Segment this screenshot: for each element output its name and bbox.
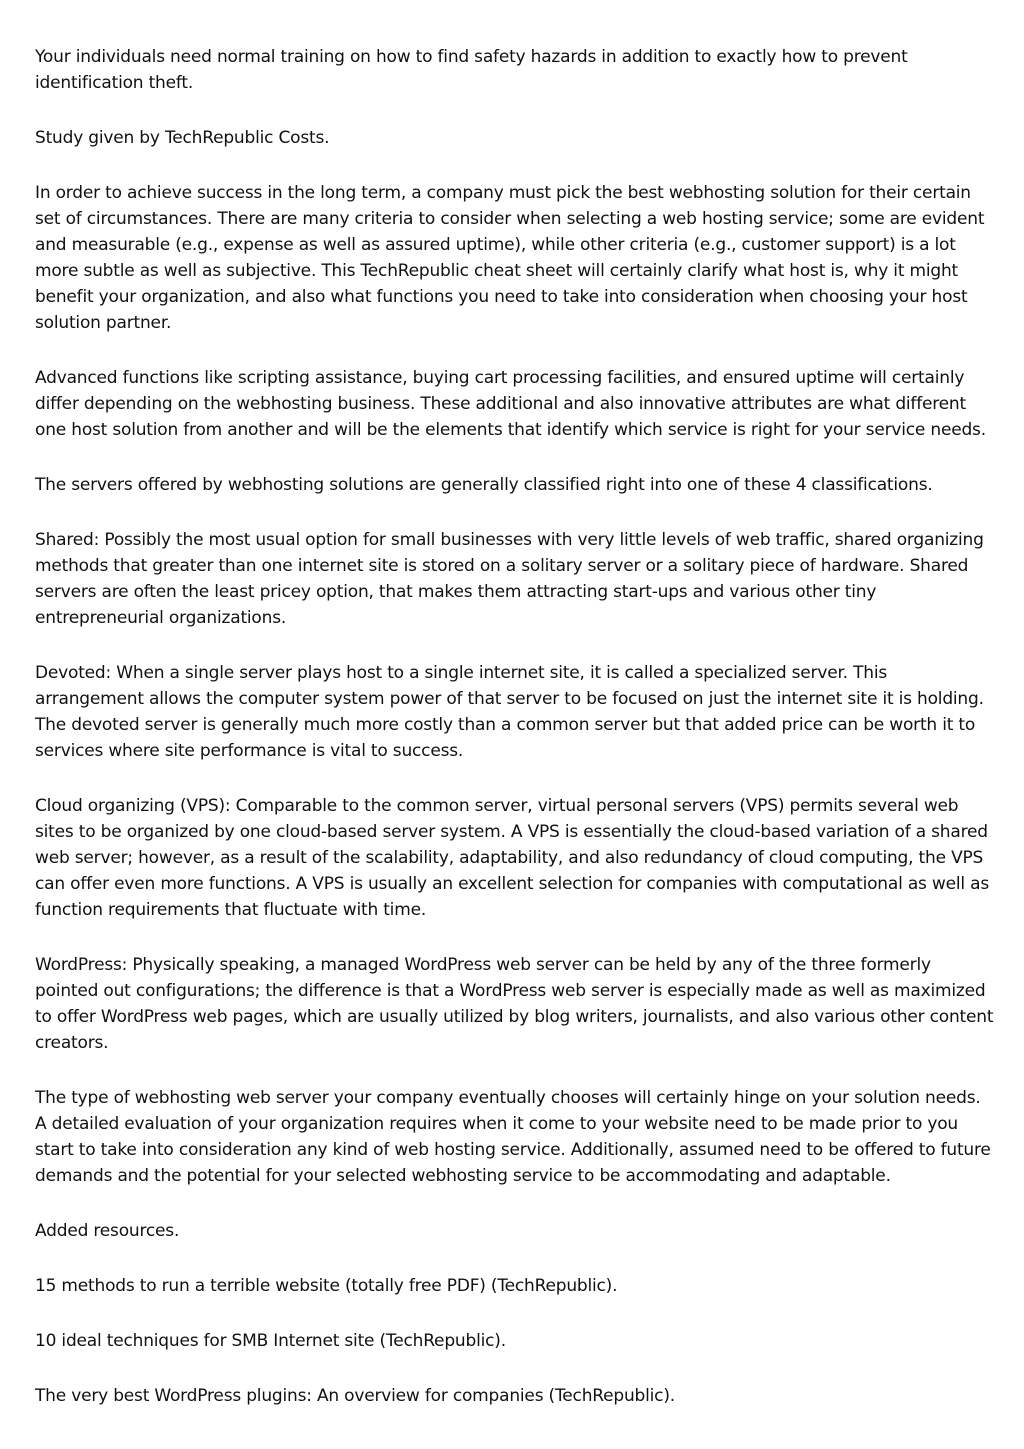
paragraph-study-source: Study given by TechRepublic Costs. <box>35 128 330 148</box>
paragraph-server-choice: The type of webhosting web server your company eventually chooses will certainly hinge on your solution needs. A detailed evaluation of your organization requires when it come to your website need to be made prior to you start to take into consideration any kind of web hosting service. Additionally, assumed need to be offered to future demands and the potential for your selected webhosting service to be accommodating and adaptable. <box>35 1088 991 1186</box>
resource-item-smb-techniques: 10 ideal techniques for SMB Internet site (TechRepublic). <box>35 1331 506 1351</box>
resource-item-terrible-website: 15 methods to run a terrible website (totally free PDF) (TechRepublic). <box>35 1276 618 1296</box>
paragraph-shared: Shared: Possibly the most usual option for small businesses with very little levels of web traffic, shared organizing methods that greater than one internet site is stored on a solitary server or a solitary piece of hardware. Shared servers are often the least pricey option, that makes them attracting start-ups and various other tiny entrepreneurial organizations. <box>35 530 984 628</box>
paragraph-advanced-functions: Advanced functions like scripting assistance, buying cart processing facilities, and ensured uptime will certainly differ depending on the webhosting business. These additional and also innovative attributes are what different one host solution from another and will be the elements that identify which service is right for your service needs. <box>35 368 986 440</box>
paragraph-wordpress: WordPress: Physically speaking, a managed WordPress web server can be held by any of the three formerly pointed out configurations; the difference is that a WordPress web server is especially made as well as maximized to offer WordPress web pages, which are usually utilized by blog writers, journalists, and also various other content creators. <box>35 955 994 1053</box>
paragraph-long-term-success: In order to achieve success in the long term, a company must pick the best webhosting solution for their certain set of circumstances. There are many criteria to consider when selecting a web hosting service; some are evident and measurable (e.g., expense as well as assured uptime), while other criteria (e.g., customer support) is a lot more subtle as well as subjective. This TechRepublic cheat sheet will certainly clarify what host is, why it might benefit your organization, and also what functions you need to take into consideration when choosing your host solution partner. <box>35 183 985 333</box>
paragraph-cloud-vps: Cloud organizing (VPS): Comparable to the common server, virtual personal servers (VPS) permits several web sites to be organized by one cloud-based server system. A VPS is essentially the cloud-based variation of a shared web server; however, as a result of the scalability, adaptability, and also redundancy of cloud computing, the VPS can offer even more functions. A VPS is usually an excellent selection for companies with computational as well as function requirements that fluctuate with time. <box>35 796 989 920</box>
paragraph-server-classifications: The servers offered by webhosting solutions are generally classified right into one of these 4 classifications. <box>35 475 933 495</box>
paragraph-training: Your individuals need normal training on how to find safety hazards in addition to exactly how to prevent identification theft. <box>35 47 908 93</box>
paragraph-added-resources: Added resources. <box>35 1221 180 1241</box>
resource-item-wordpress-plugins: The very best WordPress plugins: An overview for companies (TechRepublic). <box>35 1386 675 1406</box>
document-body <box>35 44 995 1438</box>
paragraph-devoted: Devoted: When a single server plays host to a single internet site, it is called a specialized server. This arrangement allows the computer system power of that server to be focused on just the internet site it is holding. The devoted server is generally much more costly than a common server but that added price can be worth it to services where site performance is vital to success. <box>35 663 984 761</box>
